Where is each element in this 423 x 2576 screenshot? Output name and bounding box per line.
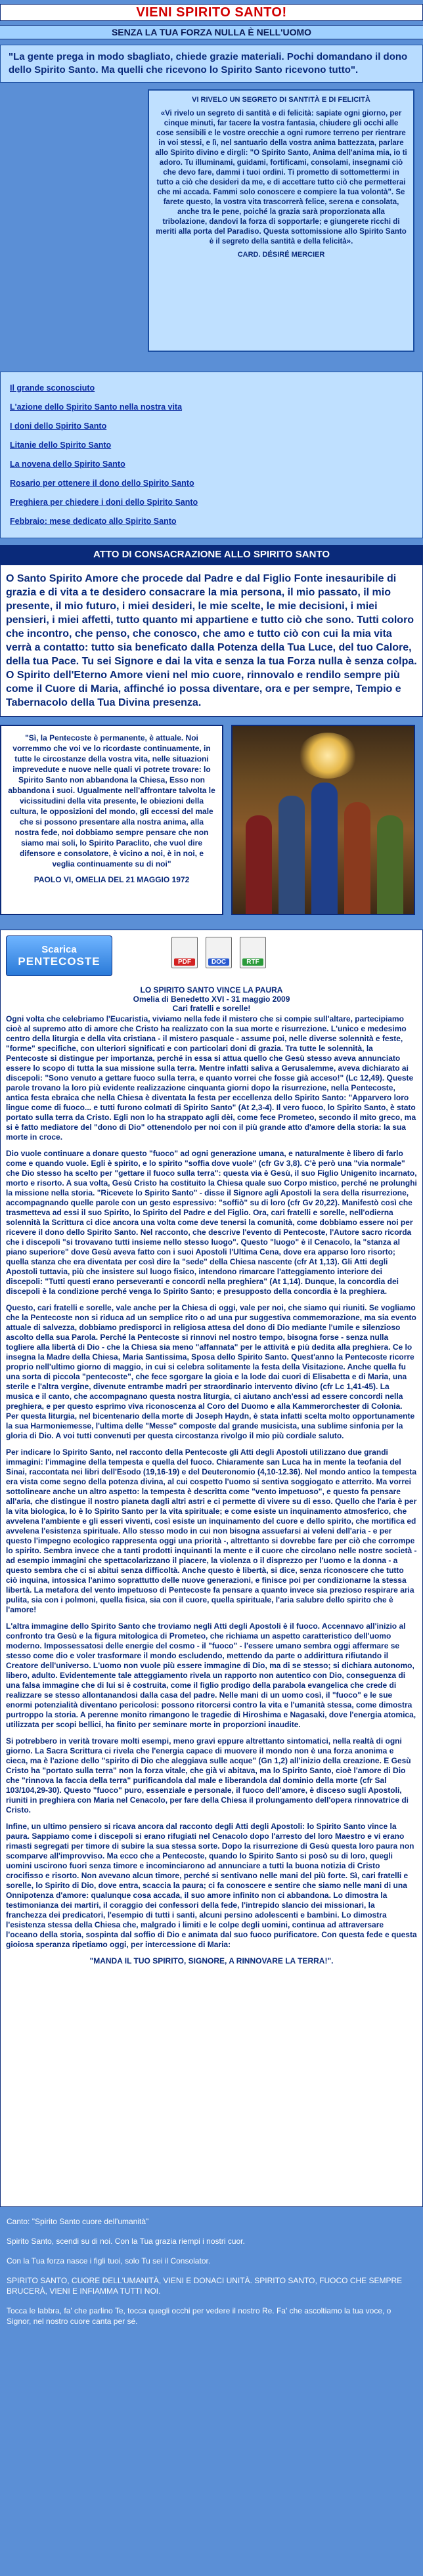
page — [0, 4, 423, 2340]
link-novena[interactable]: La novena dello Spirito Santo — [10, 460, 125, 469]
homily-text — [6, 1014, 417, 2200]
homily-title: LO SPIRITO SANTO VINCE LA PAURA — [140, 985, 283, 995]
secret-body: «Vi rivelo un segreto di santità e di felicità: sapiate ogni giorno, per cinque minuti, far tacere la vostra fantasia, chiudere gli occhi alle cose sensibili e le vostre orecchie a ogni rumore terreno per rientrare in voi stessi, e lì, nel santuario della vostra anima battezzata, parlare allo Spirito divino e dirgli: "O Spirito Santo, Anima dell'anima mia, io ti adoro. Tu illuminami, guidami, fortificami, consolami, insegnami ciò che devo fare, dammi i tuoi ordini. Ti prometto di sottomettermi in tutto a ciò che desideri da me, e di accettare tutto ciò che permetterai che mi accada. Fammi solo conoscere e compiere la tua volontà". Se farete questo, la vostra vita trascorrerà felice, serena e consolata, anche tra le pene, poiché la grazia sarà proporzionata alla tribolazione, dandovi la forza di sopportarle; e giungerete ricchi di meriti alla porta del Paradiso. Questa sottomissione allo Spirito Santo è il segreto della santità e della felicità». — [155, 110, 407, 246]
secret-signature: CARD. DÉSIRÉ MERCIER — [237, 251, 325, 259]
homily-section — [0, 930, 423, 2207]
painting-figure — [344, 802, 370, 914]
pdf-icon[interactable]: PDF — [171, 937, 198, 968]
homily-header — [1, 985, 422, 1013]
rtf-icon[interactable]: RTF — [240, 937, 266, 968]
painting-figure — [278, 796, 305, 914]
footer-line: SPIRITO SANTO, CUORE DELL'UMANITÀ, VIENI E DONACI UNITÀ. SPIRITO SANTO, FUOCO CHE SEMPRE BRUCERÀ, VIENI E INFIAMMA TUTTI NOI. — [7, 2276, 403, 2296]
homily-paragraph: Dio vuole continuare a donare questo "fuoco" ad ogni generazione umana, e naturalmente è libero di farlo come e quando vuole. Egli è spirito, e lo spirito "soffia dove vuole" (cfr Gv 3,8). C'è però una "via normale" che Dio stesso ha scelto per "gettare il fuoco sulla terra": questa via è Gesù, il suo Figlio Unigenito incarnato, morto e risorto. A sua volta, Gesù Cristo ha costituito la Chiesa quale suo Corpo mistico, perché ne prolunghi la missione nella storia. "Ricevete lo Spirito Santo" - disse il Signore agli Apostoli la sera della risurrezione, accompagnando quelle parole con un gesto espressivo: "soffiò" su di loro (cfr Gv 20,22). Manifestò così che trasmetteva ad essi il suo Spirito, lo Spirito del Padre e del Figlio. Ora, cari fratelli e sorelle, nell'odierna solennità la Scrittura ci dice ancora una volta come deve tenersi la comunità, come dobbiamo essere noi per ricevere il dono dello Spirito Santo. Nel racconto, che descrive l'evento di Pentecoste, l'Autore sacro ricorda che i discepoli "si trovavano tutti insieme nello stesso luogo". Questo "luogo" è il Cenacolo, la "stanza al piano superiore" dove Gesù aveva fatto con i suoi Apostoli l'Ultima Cena, dove era apparso loro risorto; quella stanza che era diventata per così dire la "sede" della Chiesa nascente (cfr At 1,13). Gli Atti degli Apostoli tuttavia, più che insistere sul luogo fisico, intendono rimarcare l'atteggiamento interiore dei discepoli: "Tutti questi erano perseveranti e concordi nella preghiera" (At 1,14). Dunque, la concordia dei discepoli è la condizione perché venga lo Spirito Santo; e presupposto della concordia è la preghiera. — [6, 1149, 417, 1296]
homily-paragraph: Si potrebbero in verità trovare molti esempi, meno gravi eppure altrettanto sintomatici, nella realtà di ogni giorno. La Sacra Scrittura ci rivela che l'energia capace di muovere il mondo non è una forza anonima e cieca, ma è l'azione dello "spirito di Dio che aleggiava sulle acque" (Gn 1,2) all'inizio della creazione. E Gesù Cristo ha "portato sulla terra" non la forza vitale, che già vi abitava, ma lo Spirito Santo, cioè l'amore di Dio che "rinnova la faccia della terra" purificandola dal male e liberandola dal dominio della morte (cfr Sal 103/104,29-30). Questo "fuoco" puro, essenziale e personale, il fuoco dell'amore, è disceso sugli Apostoli, riuniti in preghiera con Maria nel Cenacolo, per fare della Chiesa il prolungamento dell'opera rinnovatrice di Cristo. — [6, 1736, 411, 1814]
homily-closing: "MANDA IL TUO SPIRITO, SIGNORE, A RINNOVARE LA TERRA!". — [89, 1956, 334, 1965]
paolo-section — [0, 725, 423, 922]
painting-figure — [246, 815, 272, 914]
footer-line: Con la Tua forza nasce i figli tuoi, solo Tu sei il Consolator. — [7, 2256, 211, 2265]
paolo-signature: PAOLO VI, OMELIA DEL 21 MAGGIO 1972 — [33, 875, 190, 884]
consecration-text: O Santo Spirito Amore che procede dal Padre e dal Figlio Fonte inesauribile di grazia e di vita a te desidero consacrare la mia persona, il mio passato, il mio presente, il mio futuro, i miei desideri, le mie scelte, le mie decisioni, i miei pensieri, i miei affetti, tutto quanto mi appartiene e tutto ciò che sono. Tutti coloro che incontro, che penso, che conosco, che amo e tutto ciò con cui la mia vita verrà a contatto: tutto sia beneficato dalla Potenza della Tua Luce, del tuo Calore, della tua Pace. Tu sei Signore e dai la vita e senza la tua Forza nulla è senza colpa. O Spirito dell'Eterno Amore vieni nel mio cuore, rinnovalo e rendilo sempre più come il Cuore di Maria, affinché io possa diventare, ora e per sempre, Tempio e Tabernacolo della Tua Divina presenza. — [0, 565, 423, 717]
link-rosario[interactable]: Rosario per ottenere il dono dello Spirito Santo — [10, 479, 194, 488]
homily-paragraph: Questo, cari fratelli e sorelle, vale anche per la Chiesa di oggi, vale per noi, che siamo qui riuniti. Se vogliamo che la Pentecoste non si riduca ad un semplice rito o ad una pur suggestiva commemorazione, ma sia evento attuale di salvezza, dobbiamo predisporci in religiosa attesa del dono di Dio mediante l'umile e silenzioso ascolto della sua Parola. Perché la Pentecoste si rinnovi nel nostro tempo, bisogna forse - senza nulla togliere alla libertà di Dio - che la Chiesa sia meno "affannata" per le attività e più dedita alla preghiera. Ce lo insegna la Madre della Chiesa, Maria Santissima, Sposa dello Spirito Santo. Quest'anno la Pentecoste ricorre proprio nell'ultimo giorno di maggio, in cui si celebra solitamente la festa della Visitazione. Anche quella fu una sorta di piccola "pentecoste", che fece sgorgare la gioia e la lode dai cuori di Elisabetta e di Maria, una sterile e l'altra vergine, divenute entrambe madri per straordinario intervento divino (cfr Lc 1,41-45). La musica e il canto, che accompagnano questa nostra liturgia, ci aiutano anch'essi ad essere concordi nella preghiera, e per questo esprimo viva riconoscenza al Coro del Duomo e alla Kammerorchester di Colonia. Per questa liturgia, nel bicentenario della morte di Joseph Haydn, è stata infatti scelta molto opportunamente la sua Harmoniemesse, l'ultima delle "Messe" composte dal grande musicista, una sublime sinfonia per la gloria di Dio. A voi tutti convenuti per questa circostanza rivolgo il mio più cordiale saluto. — [6, 1303, 416, 1440]
page-title: VIENI SPIRITO SANTO! — [136, 5, 287, 20]
link-azione-spirito[interactable]: L'azione dello Spirito Santo nella nostra vita — [10, 402, 183, 412]
badge-line-1: Scarica — [41, 944, 77, 955]
link-grande-sconosciuto[interactable]: Il grande sconosciuto — [10, 383, 95, 393]
page-subtitle-box — [0, 25, 423, 39]
pentecost-painting — [231, 725, 415, 915]
secret-title: VI RIVELO UN SEGRETO DI SANTITÀ E DI FELICITÀ — [192, 96, 370, 104]
footer-song — [0, 2212, 423, 2340]
homily-paragraph: Per indicare lo Spirito Santo, nel racconto della Pentecoste gli Atti degli Apostoli utilizzano due grandi immagini: l'immagine della tempesta e quella del fuoco. Chiaramente san Luca ha in mente la teofania del Sinai, raccontata nei libri dell'Esodo (19,16-19) e del Deuteronomio (4,10-12.36). Nel mondo antico la tempesta era vista come segno della potenza divina, al cui cospetto l'uomo si sentiva soggiogato e atterrito. Ma vorrei sottolineare anche un altro aspetto: la tempesta è descritta come "vento impetuoso", e questo fa pensare all'aria, che distingue il nostro pianeta dagli altri astri e ci permette di vivere su di esso. Quello che l'aria è per la vita biologica, lo è lo Spirito Santo per la vita spirituale; e come esiste un inquinamento atmosferico, che avvelena l'ambiente e gli esseri viventi, così esiste un inquinamento del cuore e dello spirito, che mortifica ed avvelena l'esistenza spirituale. Allo stesso modo in cui non bisogna assuefarsi ai veleni dell'aria - e per questo l'impegno ecologico rappresenta oggi una priorità -, altrettanto si dovrebbe fare per ciò che corrompe lo spirito. Sembra invece che a tanti prodotti inquinanti la mente e il cuore che circolano nelle nostre società - ad esempio immagini che spettacolarizzano il piacere, la violenza o il disprezzo per l'uomo e la donna - a questo sembra che ci si abitui senza difficoltà. Anche questo è libertà, si dice, senza riconoscere che tutto ciò inquina, intossica l'animo soprattutto delle nuove generazioni, e finisce poi per condizionarne la stessa libertà. La metafora del vento impetuoso di Pentecoste fa pensare a quanto invece sia prezioso respirare aria pulita, sia con i polmoni, quella fisica, sia con il cuore, quella spirituale, l'aria salubre dello spirito che è l'amore! — [6, 1448, 417, 1614]
homily-paragraph: L'altra immagine dello Spirito Santo che troviamo negli Atti degli Apostoli è il fuoco. Accennavo all'inizio al confronto tra Gesù e la figura mitologica di Prometeo, che richiama un aspetto caratteristico dell'uomo moderno. Impossessatosi delle energie del cosmo - il "fuoco" - l'essere umano sembra oggi affermare se stesso come dio e voler trasformare il mondo escludendo, mettendo da parte o addirittura rifiutando il Creatore dell'universo. L'uomo non vuole più essere immagine di Dio, ma di se stesso; si dichiara autonomo, libero, adulto. Evidentemente tale atteggiamento rivela un rapporto non autentico con Dio, conseguenza di una falsa immagine che di lui si è costruita, come il figlio prodigo della parabola evangelica che crede di realizzare se stesso allontanandosi dalla casa del padre. Nelle mani di un uomo così, il "fuoco" e le sue enormi potenzialità diventano pericolosi: possono ritorcersi contro la vita e l'umanità stessa, come dimostra purtroppo la storia. A perenne monito rimangono le tragedie di Hiroshima e Nagasaki, dove l'energia atomica, utilizzata per scopi bellici, ha finito per seminare morte in proporzioni inaudite. — [6, 1621, 416, 1729]
link-preghiera[interactable]: Preghiera per chiedere i doni dello Spirito Santo — [10, 498, 198, 507]
links-list — [0, 372, 423, 538]
paolo-quote-box — [0, 725, 223, 915]
badge-line-2: PENTECOSTE — [18, 955, 100, 968]
homily-paragraph: Ogni volta che celebriamo l'Eucaristia, viviamo nella fede il mistero che si compie sull'altare, partecipiamo cioè al supremo atto di amore che Cristo ha realizzato con la sua morte e risurrezione. L'unico e medesimo centro della liturgia e della vita cristiana - il mistero pasquale - assume poi, nelle diverse solennità e feste, "forme" specifiche, con ulteriori significati e con particolari doni di grazia. Tra tutte le solennità, la Pentecoste si distingue per importanza, perché in essa si attua quello che Gesù stesso aveva annunciato essere lo scopo di tutta la sua missione sulla terra. Mentre infatti saliva a Gerusalemme, aveva dichiarato ai discepoli: "Sono venuto a gettare fuoco sulla terra, e quanto vorrei che fosse già acceso!" (Lc 12,49). Queste parole trovano la loro più evidente realizzazione cinquanta giorni dopo la risurrezione, nella Pentecoste, antica festa ebraica che nella Chiesa è diventata la festa per eccellenza dello Spirito Santo: "Apparvero loro lingue come di fuoco... e tutti furono colmati di Spirito Santo" (At 2,3-4). Il vero fuoco, lo Spirito Santo, è stato portato sulla terra da Cristo. Egli non lo ha strappato agli dèi, come fece Prometeo, secondo il mito greco, ma si è fatto mediatore del "dono di Dio" ottenendolo per noi con il più grande atto d'amore della storia: la sua morte in croce. — [6, 1014, 416, 1142]
secret-box — [148, 89, 414, 352]
painting-figure-mary — [311, 783, 338, 914]
link-doni-spirito[interactable]: I doni dello Spirito Santo — [10, 421, 107, 431]
consecration-title: ATTO DI CONSACRAZIONE ALLO SPIRITO SANTO — [0, 545, 423, 565]
download-pentecoste-button[interactable] — [6, 935, 112, 976]
homily-paragraph: Infine, un ultimo pensiero si ricava ancora dal racconto degli Atti degli Apostoli: lo Spirito Santo vince la paura. Sappiamo come i discepoli si erano rifugiati nel Cenacolo dopo l'arresto del loro Maestro e vi erano rimasti segregati per timore di subire la sua stessa sorte. Dopo la risurrezione di Gesù questa loro paura non scomparve all'improvviso. Ma ecco che a Pentecoste, quando lo Spirito Santo si posò su di loro, quegli uomini uscirono fuori senza timore e incominciarono ad annunciare a tutti la buona notizia di Cristo crocifisso e risorto. Non avevano alcun timore, perché si sentivano nelle mani del più forte. Sì, cari fratelli e sorelle, lo Spirito di Dio, dove entra, scaccia la paura; ci fa conoscere e sentire che siamo nelle mani di una Onnipotenza d'amore: qualunque cosa accada, il suo amore infinito non ci abbandona. Lo dimostra la testimonianza dei martiri, il coraggio dei confessori della fede, l'intrepido slancio dei missionari, la franchezza dei predicatori, l'esempio di tutti i santi, alcuni persino adolescenti e bambini. Lo dimostra l'esistenza stessa della Chiesa che, malgrado i limiti e le colpe degli uomini, continua ad attraversare l'oceano della storia, sospinta dal soffio di Dio e animata dal suo fuoco purificatore. Con questa fede e questa gioiosa speranza ripetiamo oggi, per intercessione di Maria: — [6, 1822, 417, 1949]
painting-figure — [377, 815, 403, 914]
paolo-quote: "Sì, la Pentecoste è permanente, è attuale. Noi vorremmo che voi ve lo ricordaste continuamente, in tutte le circostanze della vostra vita, nelle situazioni imprevedute e nuove nelle quali vi potrete trovare: lo Spirito Santo non abbandona la Chiesa, Esso non abbandona i suoi. Ugualmente nell'affrontare talvolta le vicissitudini della vita presente, le obiezioni della cultura, le opposizioni del mondo, gli eccessi del male che si possono presentare alla nostra anima, alla nostra fede, noi dobbiamo sempre pensare che non siamo mai soli, lo Spirito Paraclito, che vuol dire difensore e consolatore, è vicino a noi, è in noi, e veglia continuamente su di noi" — [8, 733, 215, 869]
dove-light — [298, 733, 357, 779]
download-icons — [171, 937, 266, 968]
homily-subtitle: Omelia di Benedetto XVI - 31 maggio 2009 — [133, 995, 290, 1004]
page-subtitle: SENZA LA TUA FORZA NULLA È NELL'UOMO — [111, 27, 312, 37]
link-litanie[interactable]: Litanie dello Spirito Santo — [10, 440, 112, 450]
homily-greeting: Cari fratelli e sorelle! — [172, 1004, 251, 1013]
footer-line: Spirito Santo, scendi su di noi. Con la Tua grazia riempi i nostri cuor. — [7, 2237, 245, 2246]
footer-line: Canto: "Spirito Santo cuore dell'umanità" — [7, 2217, 149, 2226]
page-title-box — [0, 4, 423, 21]
link-febbraio[interactable]: Febbraio: mese dedicato allo Spirito Santo — [10, 517, 177, 526]
secret-section — [0, 89, 423, 365]
doc-icon[interactable]: DOC — [206, 937, 232, 968]
intro-quote: "La gente prega in modo sbagliato, chiede grazie materiali. Pochi domandano il dono dello Spirito Santo. Ma quelli che ricevono lo Spirito Santo ricevono tutto". — [0, 45, 423, 83]
footer-line: Tocca le labbra, fa' che parlino Te, tocca quegli occhi per vedere il nostro Re. Fa' che ascoltiamo la tua voce, o Signor, nel nostro cuore canta per sé. — [7, 2306, 391, 2326]
